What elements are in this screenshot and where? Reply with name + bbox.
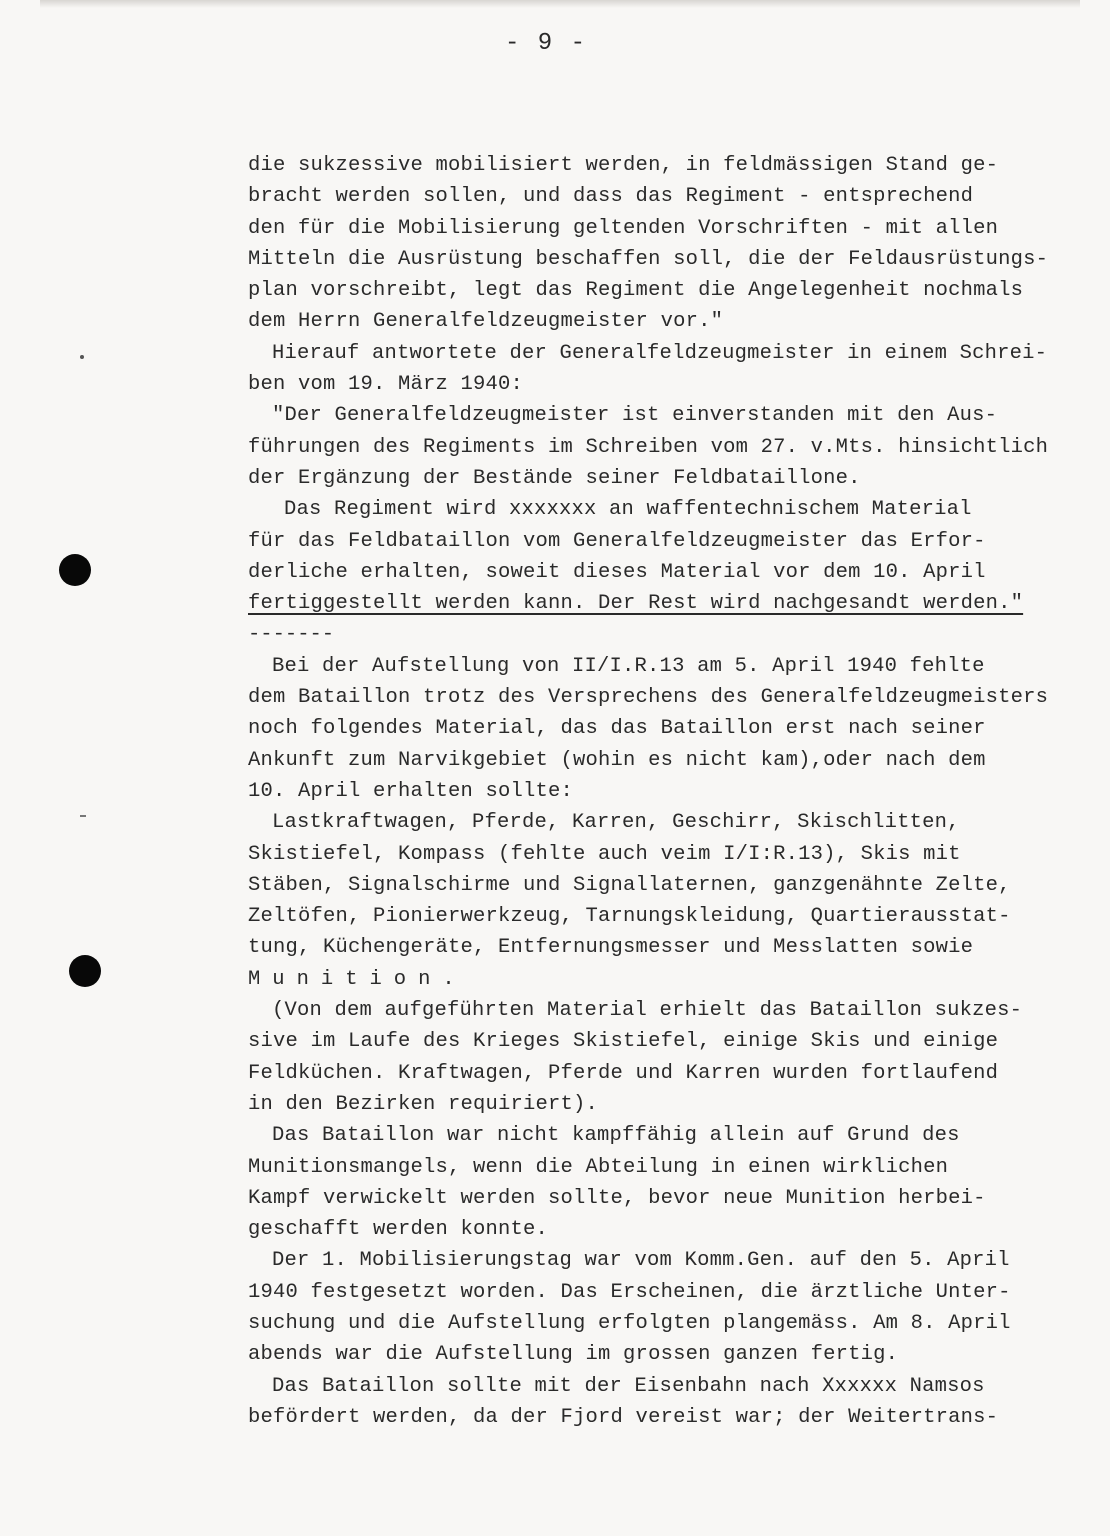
text-line: plan vorschreibt, legt das Regiment die Angelegenheit nochmals <box>248 279 1024 303</box>
text-line: den für die Mobilisierung geltenden Vorschriften - mit allen <box>248 216 999 240</box>
text-line: 10. April erhalten sollte: <box>248 779 574 803</box>
punch-hole-upper <box>59 554 91 586</box>
text-line: die sukzessive mobilisiert werden, in feldmässigen Stand ge- <box>248 154 999 177</box>
text-line: 1940 festgesetzt worden. Das Erscheinen, die ärztliche Unter- <box>248 1280 1011 1304</box>
text-line: Hierauf antwortete der Generalfeldzeugmeister in einem Schrei- <box>272 341 1048 365</box>
text-line: geschafft werden konnte. <box>248 1218 549 1242</box>
text-line: Skistiefel, Kompass (fehlte auch veim I/I:R.13), Skis mit <box>248 842 961 866</box>
text-line: noch folgendes Material, das das Bataillon erst nach seiner <box>248 717 986 741</box>
page-top-edge <box>40 0 1080 8</box>
text-line-spaced: Munition. <box>248 967 467 991</box>
text-line: dem Bataillon trotz des Versprechens des Generalfeldzeugmeisters <box>248 686 1049 710</box>
text-line: (Von dem aufgeführten Material erhielt das Bataillon sukzes- <box>272 999 1023 1023</box>
text-line: Munitionsmangels, wenn die Abteilung in einen wirklichen <box>248 1155 949 1179</box>
text-line: Mitteln die Ausrüstung beschaffen soll, die der Feldausrüstungs- <box>248 247 1049 271</box>
margin-dot <box>80 355 84 359</box>
text-line: dem Herrn Generalfeldzeugmeister vor." <box>248 310 724 334</box>
text-line-underlined: fertiggestellt werden kann. Der Rest wird nachgesandt werden." <box>248 592 1024 616</box>
text-line: tung, Küchengeräte, Entfernungsmesser und Messlatten sowie <box>248 936 974 960</box>
text-line: "Der Generalfeldzeugmeister ist einverstanden mit den Aus- <box>272 404 998 428</box>
text-line: Kampf verwickelt werden sollte, bevor neue Munition herbei- <box>248 1186 986 1210</box>
text-line: abends war die Aufstellung im grossen ganzen fertig. <box>248 1343 899 1367</box>
text-line: der Ergänzung der Bestände seiner Feldbataillone. <box>248 466 861 490</box>
text-line: bracht werden sollen, und dass das Regiment - entsprechend <box>248 185 974 209</box>
text-line: Der 1. Mobilisierungstag war vom Komm.Gen. auf den 5. April <box>272 1249 1010 1273</box>
document-body <box>248 150 1098 1433</box>
separator-dashes: ------- <box>248 623 335 647</box>
text-line: derliche erhalten, soweit dieses Material vor dem 10. April <box>248 560 986 584</box>
text-line: Lastkraftwagen, Pferde, Karren, Geschirr, Skischlitten, <box>272 811 960 835</box>
text-line: Das Regiment wird xxxxxxx an waffentechnischem Material <box>284 498 972 522</box>
text-line: suchung und die Aufstellung erfolgten plangemäss. Am 8. April <box>248 1311 1011 1335</box>
section-heading-line: Bei der Aufstellung von II/I.R.13 am 5. April 1940 fehlte <box>272 654 985 678</box>
text-line: sive im Laufe des Krieges Skistiefel, einige Skis und einige <box>248 1030 999 1054</box>
text-line: Das Bataillon war nicht kampffähig allein auf Grund des <box>272 1124 960 1148</box>
page-number: - 9 - <box>505 30 588 57</box>
margin-tick <box>80 815 86 817</box>
text-line: Feldküchen. Kraftwagen, Pferde und Karren wurden fortlaufend <box>248 1061 999 1085</box>
text-line: Ankunft zum Narvikgebiet (wohin es nicht kam),oder nach dem <box>248 748 986 772</box>
text-line: Das Bataillon sollte mit der Eisenbahn nach Xxxxxx Namsos <box>272 1374 985 1398</box>
text-line: Zeltöfen, Pionierwerkzeug, Tarnungskleidung, Quartierausstat- <box>248 905 1011 929</box>
text-line: ben vom 19. März 1940: <box>248 373 524 397</box>
text-line: für das Feldbataillon vom Generalfeldzeugmeister das Erfor- <box>248 529 986 553</box>
text-line: führungen des Regiments im Schreiben vom 27. v.Mts. hinsichtlich <box>248 435 1049 459</box>
text-line: befördert werden, da der Fjord vereist war; der Weitertrans- <box>248 1405 999 1429</box>
text-line: in den Bezirken requiriert). <box>248 1092 599 1116</box>
punch-hole-lower <box>69 955 101 987</box>
text-line: Stäben, Signalschirme und Signallaternen, ganzgenähnte Zelte, <box>248 873 1011 897</box>
